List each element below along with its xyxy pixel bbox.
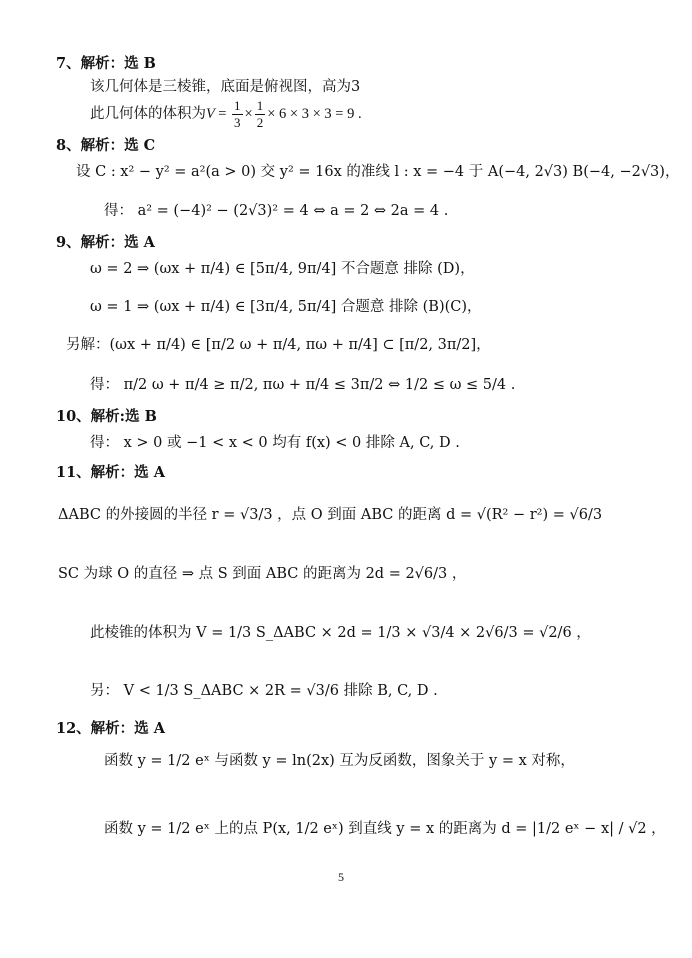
section-7-volume-label: 此几何体的体积为: [90, 106, 206, 122]
section-11-line-4: 另： V < 1/3 S_ΔABC × 2R = √3/6 排除 B, C, D .: [90, 683, 438, 699]
section-11-line-3: 此棱锥的体积为 V = 1/3 S_ΔABC × 2d = 1/3 × √3/4 × 2√6/3 = √2/6 ，: [90, 625, 591, 641]
section-9-line-2: ω = 1 ⇒ (ωx + π/4) ∈ [3π/4, 5π/4] 合题意 排除 (B)(C)，: [90, 299, 482, 315]
section-7-heading: 7、解析：选 B: [56, 55, 156, 72]
section-9-line-1: ω = 2 ⇒ (ωx + π/4) ∈ [5π/4, 9π/4] 不合题意 排除 (D)，: [90, 261, 475, 277]
section-10-line-1: 得： x > 0 或 −1 < x < 0 均有 f(x) < 0 排除 A, C, D .: [90, 435, 460, 451]
section-9-line-4: 得： π/2 ω + π/4 ≥ π/2, πω + π/4 ≤ 3π/2 ⇔ 1/2 ≤ ω ≤ 5/4 .: [90, 377, 516, 393]
section-12-line-2: 函数 y = 1/2 eˣ 上的点 P(x, 1/2 eˣ) 到直线 y = x 的距离为 d = |1/2 eˣ − x| / √2 ，: [104, 821, 666, 837]
section-8-heading: 8、解析：选 C: [56, 137, 156, 154]
section-12-heading: 12、解析：选 A: [56, 720, 165, 737]
section-11-heading: 11、解析：选 A: [56, 464, 165, 481]
section-8-line-2: 得： a² = (−4)² − (2√3)² = 4 ⇔ a = 2 ⇔ 2a = 4 .: [104, 203, 449, 219]
section-9-line-3: 另解：(ωx + π/4) ∈ [π/2 ω + π/4, πω + π/4] ⊂ [π/2, 3π/2]，: [66, 337, 491, 353]
section-9-heading: 9、解析：选 A: [56, 234, 155, 251]
section-11-line-1: ΔABC 的外接圆的半径 r = √3/3 ，点 O 到面 ABC 的距离 d = √(R² − r²) = √6/3: [58, 507, 603, 523]
section-8-line-1: 设 C : x² − y² = a²(a > 0) 交 y² = 16x 的准线 l : x = −4 于 A(−4, 2√3) B(−4, −2√3)，: [76, 164, 680, 180]
section-7-volume-line: [90, 97, 362, 131]
section-7-volume-formula: V = $\frac{1}{3}$ × $\frac{1}{2}$ × 6 × 3 × 3 = 9 .: [206, 98, 362, 131]
page-number: 5: [338, 870, 344, 884]
section-11-line-2: SC 为球 O 的直径 ⇒ 点 S 到面 ABC 的距离为 2d = 2√6/3 ，: [58, 566, 467, 582]
section-12-line-1: 函数 y = 1/2 eˣ 与函数 y = ln(2x) 互为反函数，图象关于 y = x 对称，: [104, 753, 575, 769]
section-10-heading: 10、解析:选 B: [56, 408, 157, 425]
section-7-line-1: 该几何体是三棱锥，底面是俯视图，高为3: [90, 79, 361, 95]
